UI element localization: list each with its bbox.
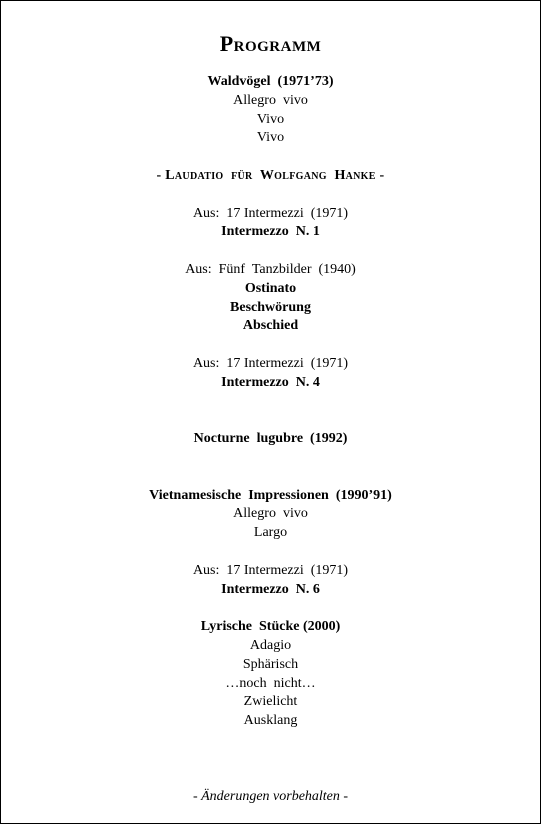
footer-note: - Änderungen vorbehalten - <box>192 789 349 804</box>
movement: Ausklang <box>243 713 298 729</box>
work-piece-intermezzo-6: Intermezzo N. 6 <box>221 581 320 597</box>
work-heading-nocturne: Nocturne lugubre (1992) <box>193 431 348 447</box>
movement: Sphärisch <box>242 656 299 672</box>
movement: Vivo <box>256 111 285 127</box>
program-list <box>1 73 540 731</box>
work-heading-waldvoegel: Waldvögel (1971’73) <box>207 74 334 89</box>
work-source: Aus: 17 Intermezzi (1971) <box>192 355 349 371</box>
work-source: Aus: 17 Intermezzi (1971) <box>192 205 349 221</box>
work-piece: Beschwörung <box>230 299 311 315</box>
work-piece: Ostinato <box>244 280 297 296</box>
movement: …noch nicht… <box>225 675 316 691</box>
movement: Allegro vivo <box>233 92 308 108</box>
movement: Allegro vivo <box>233 506 308 522</box>
work-heading-lyrische: Lyrische Stücke (2000) <box>200 619 341 635</box>
movement: Vivo <box>256 130 285 146</box>
work-piece: Abschied <box>242 318 299 334</box>
work-piece-intermezzo-4: Intermezzo N. 4 <box>221 374 320 390</box>
page-title: Programm <box>219 31 322 56</box>
laudatio-line: - Laudatio für Wolfgang Hanke - <box>156 167 385 183</box>
work-source: Aus: 17 Intermezzi (1971) <box>192 562 349 578</box>
work-heading-vietnam: Vietnamesische Impressionen (1990’91) <box>149 487 392 503</box>
work-piece-intermezzo-1: Intermezzo N. 1 <box>221 224 320 240</box>
movement: Largo <box>253 525 288 541</box>
movement: Adagio <box>249 637 292 653</box>
work-source: Aus: Fünf Tanzbilder (1940) <box>185 261 356 277</box>
movement: Zwielicht <box>243 694 298 710</box>
